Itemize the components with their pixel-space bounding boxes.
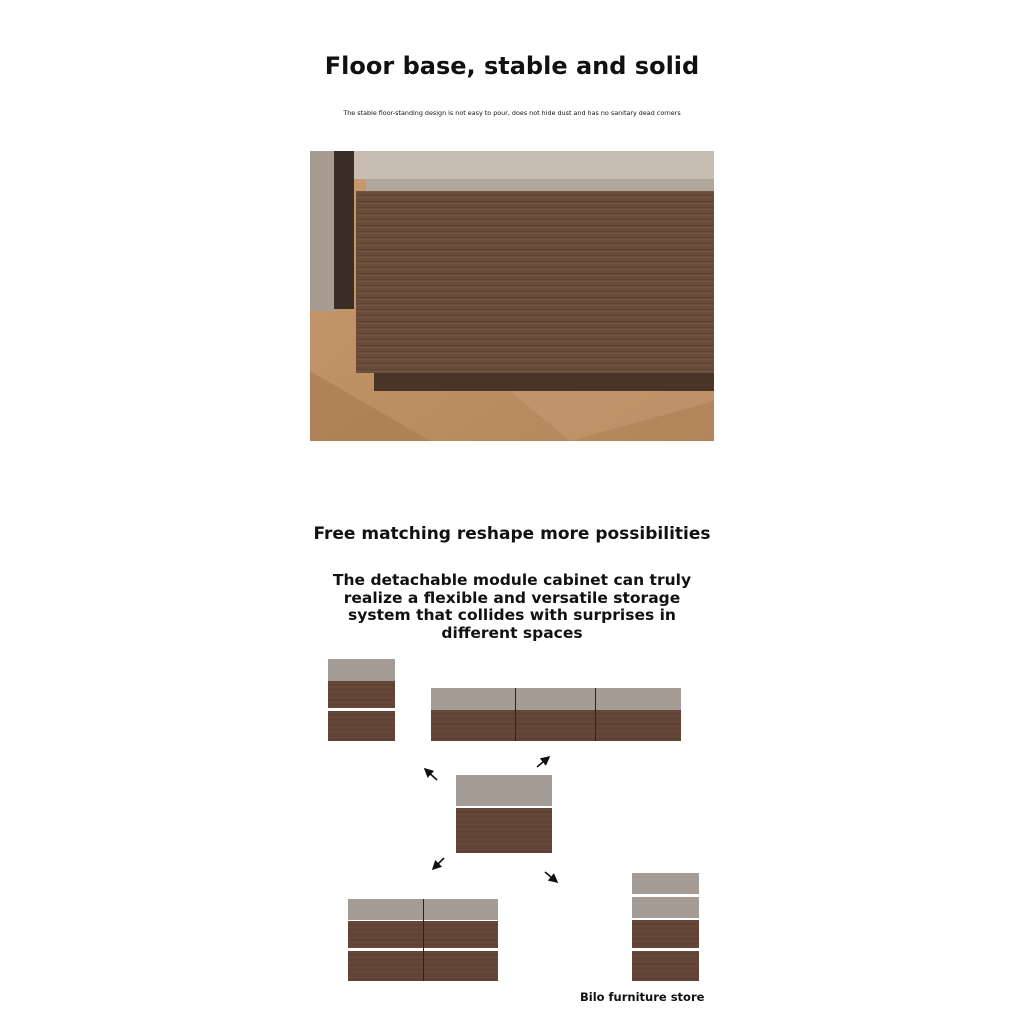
page-subtitle: The stable floor-standing design is not easy to pour, does not hide dust and has no sanitary dead corners [343,109,681,117]
section-body: The detachable module cabinet can truly realize a flexible and versatile storage system that collides with surprises in different spaces [332,571,692,642]
arrow-down-right-icon [545,872,557,882]
arrow-up-right-icon [537,757,549,767]
store-name: Bilo furniture store [580,990,705,1004]
section-heading: Free matching reshape more possibilities [313,524,711,544]
arrow-up-left-icon [425,769,437,780]
arrow-down-left-icon [433,858,444,869]
page-title: Floor base, stable and solid [324,52,700,80]
